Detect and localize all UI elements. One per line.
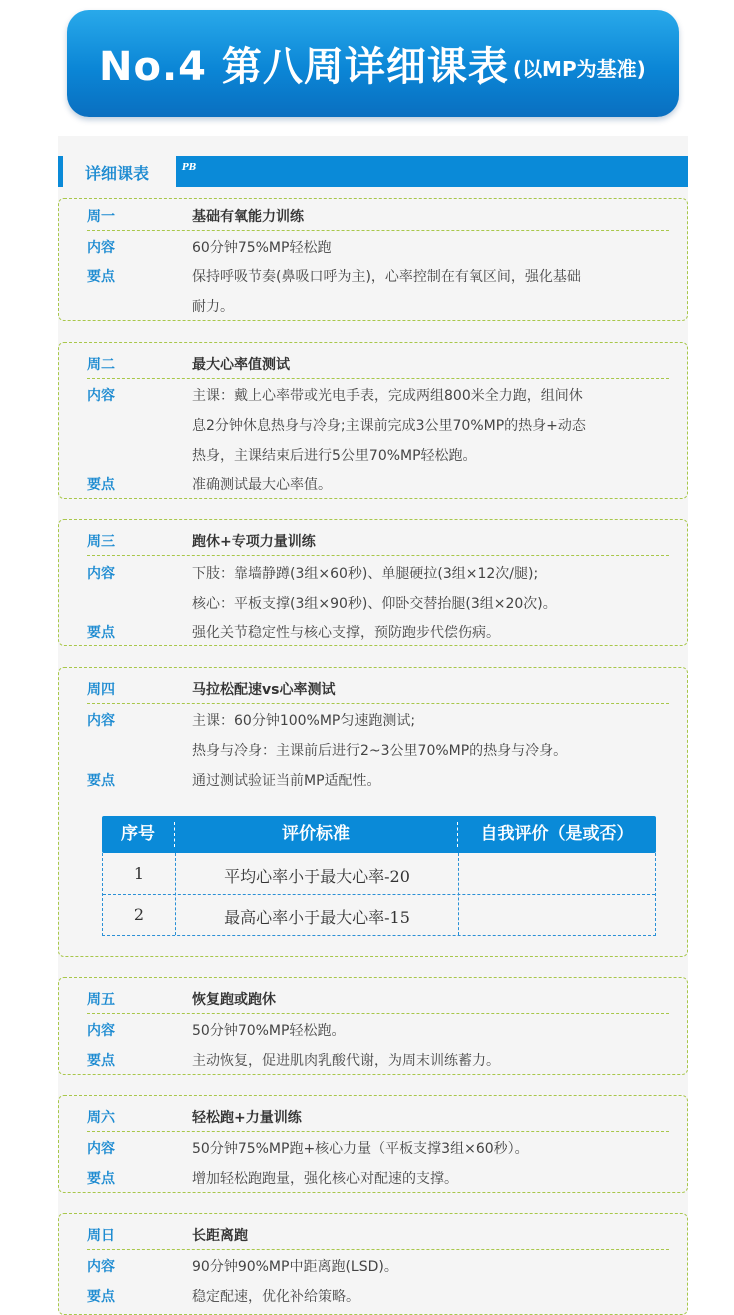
divider — [87, 1131, 669, 1132]
row-criterion: 平均心率小于最大心率-20 — [224, 867, 410, 886]
content-label: 内容 — [87, 566, 115, 582]
content-label: 内容 — [87, 388, 115, 404]
day-label: 周五 — [87, 992, 115, 1008]
day-title: 长距离跑 — [192, 1228, 248, 1244]
day-label: 周二 — [87, 357, 115, 373]
content-line: 下肢：靠墙静蹲(3组×60秒)、单腿硬拉(3组×12次/腿); — [192, 566, 539, 582]
key-line: 通过测试验证当前MP适配性。 — [192, 773, 381, 789]
section-banner — [176, 156, 688, 187]
schedule-panel — [58, 136, 688, 1305]
day-title: 恢复跑或跑休 — [192, 992, 276, 1008]
divider — [87, 1249, 669, 1250]
day-title: 基础有氧能力训练 — [192, 209, 304, 225]
day-label: 周日 — [87, 1228, 115, 1244]
key-label: 要点 — [87, 1171, 115, 1187]
section-accent-bar — [58, 156, 63, 187]
content-label: 内容 — [87, 240, 115, 256]
content-line: 核心：平板支撑(3组×90秒)、仰卧交替抬腿(3组×20次)。 — [192, 596, 557, 612]
day-title: 马拉松配速vs心率测试 — [192, 682, 336, 698]
day-card-wednesday — [58, 519, 688, 646]
content-label: 内容 — [87, 1023, 115, 1039]
key-label: 要点 — [87, 1053, 115, 1069]
day-card-sunday — [58, 1213, 688, 1315]
page-banner — [67, 10, 679, 117]
content-line: 90分钟90%MP中距离跑(LSD)。 — [192, 1259, 398, 1275]
day-title: 最大心率值测试 — [192, 357, 290, 373]
key-line: 耐力。 — [192, 299, 234, 315]
divider — [87, 378, 669, 379]
day-label: 周六 — [87, 1110, 115, 1126]
key-line: 稳定配速，优化补给策略。 — [192, 1289, 360, 1305]
page-subtitle: (以MP为基准) — [512, 57, 646, 81]
header-number: 序号 — [121, 824, 155, 844]
header-criterion: 评价标准 — [282, 824, 350, 844]
divider — [87, 555, 669, 556]
content-line: 主课：戴上心率带或光电手表，完成两组800米全力跑，组间休 — [192, 388, 583, 404]
day-title: 跑休+专项力量训练 — [192, 534, 316, 550]
key-label: 要点 — [87, 1289, 115, 1305]
content-line: 60分钟75%MP轻松跑 — [192, 240, 332, 256]
day-label: 周四 — [87, 682, 115, 698]
header-self-evaluation: 自我评价（是或否） — [480, 824, 634, 844]
key-line: 主动恢复，促进肌肉乳酸代谢，为周末训练蓄力。 — [192, 1053, 500, 1069]
key-label: 要点 — [87, 625, 115, 641]
evaluation-table — [102, 816, 656, 937]
content-label: 内容 — [87, 1141, 115, 1157]
content-label: 内容 — [87, 713, 115, 729]
evaluation-table-body — [102, 853, 656, 936]
day-card-tuesday — [58, 342, 688, 499]
divider — [87, 1013, 669, 1014]
key-label: 要点 — [87, 773, 115, 789]
day-card-friday — [58, 977, 688, 1075]
section-header — [58, 156, 688, 187]
content-line: 息2分钟休息热身与冷身;主课前完成3公里70%MP的热身+动态 — [192, 418, 586, 434]
content-line: 50分钟70%MP轻松跑。 — [192, 1023, 346, 1039]
day-label: 周三 — [87, 534, 115, 550]
divider — [87, 230, 669, 231]
day-title: 轻松跑+力量训练 — [192, 1110, 302, 1126]
key-line: 保持呼吸节奏(鼻吸口呼为主)，心率控制在有氧区间，强化基础 — [192, 269, 581, 285]
key-label: 要点 — [87, 477, 115, 493]
key-line: 强化关节稳定性与核心支撑，预防跑步代偿伤病。 — [192, 625, 500, 641]
section-title: 详细课表 — [85, 164, 150, 183]
divider — [87, 703, 669, 704]
evaluation-table-header — [102, 816, 656, 853]
key-label: 要点 — [87, 269, 115, 285]
day-label: 周一 — [87, 209, 115, 225]
content-line: 50分钟75%MP跑+核心力量（平板支撑3组×60秒）。 — [192, 1141, 529, 1157]
row-number: 1 — [133, 864, 145, 883]
day-card-thursday — [58, 667, 688, 957]
page-title: No.4 第八周详细课表 — [99, 44, 509, 90]
section-tag: PB — [182, 163, 197, 173]
content-line: 主课：60分钟100%MP匀速跑测试; — [192, 713, 416, 729]
day-card-monday — [58, 198, 688, 321]
key-line: 准确测试最大心率值。 — [192, 477, 332, 493]
content-line: 热身与冷身：主课前后进行2~3公里70%MP的热身与冷身。 — [192, 743, 568, 759]
day-card-saturday — [58, 1095, 688, 1193]
content-line: 热身，主课结束后进行5公里70%MP轻松跑。 — [192, 448, 477, 464]
key-line: 增加轻松跑跑量，强化核心对配速的支撑。 — [192, 1171, 458, 1187]
row-divider — [103, 894, 655, 895]
row-criterion: 最高心率小于最大心率-15 — [224, 908, 410, 927]
row-number: 2 — [133, 905, 145, 924]
content-label: 内容 — [87, 1259, 115, 1275]
